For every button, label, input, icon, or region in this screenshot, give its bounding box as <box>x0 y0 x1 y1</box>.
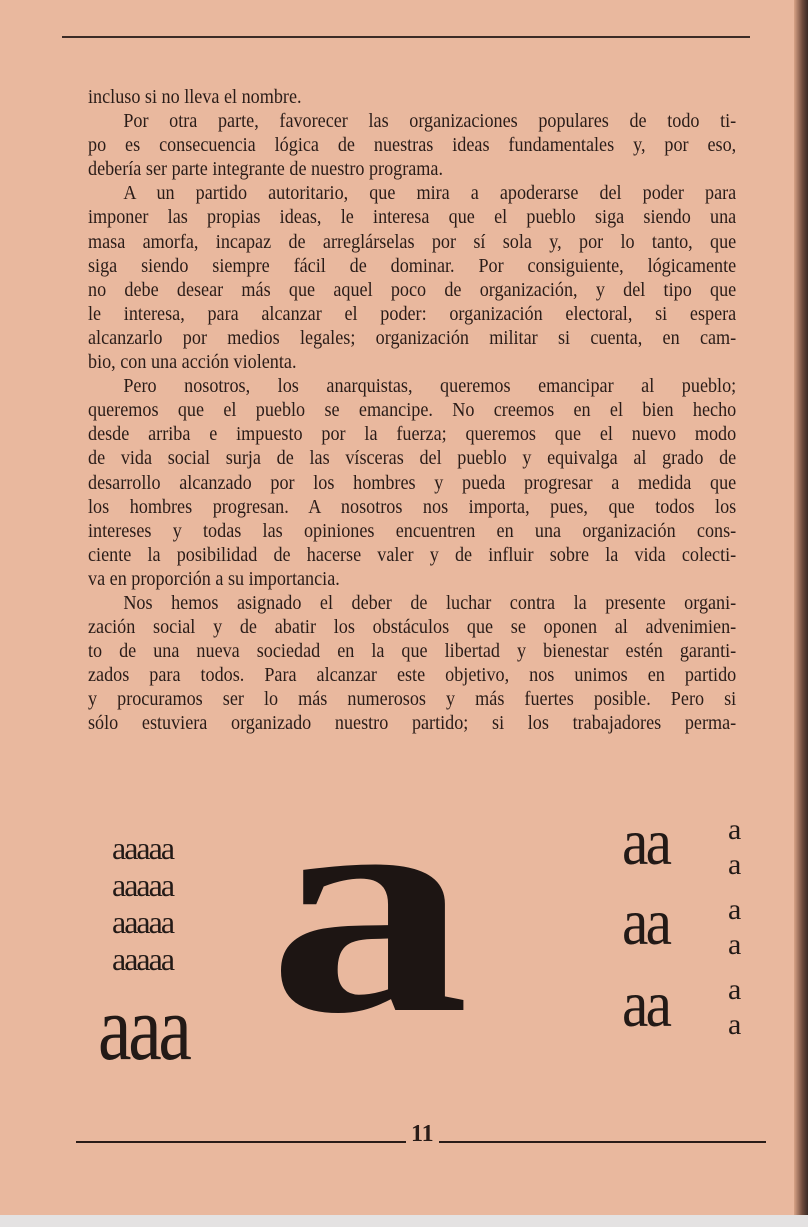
page-footer <box>76 1121 766 1149</box>
small-letter: a <box>728 928 742 961</box>
text-line: Nos hemos asignado el deber de luchar contra la presente organi- <box>123 592 737 614</box>
letter-row: aaaaa <box>112 830 174 866</box>
small-letter: a <box>728 1008 742 1041</box>
small-letter: a <box>728 893 742 926</box>
text-line: po es consecuencia lógica de nuestras ideas fundamentales y, por eso, <box>88 135 737 157</box>
small-letter: a <box>728 973 742 1006</box>
body-text <box>88 86 736 737</box>
text-line: va en proporción a su importancia. <box>88 568 340 590</box>
text-line: y procuramos ser lo más numerosos y más fuertes posible. Pero si <box>88 689 737 711</box>
text-line: zación social y de abatir los obstáculos que se oponen al advenimien- <box>88 617 737 639</box>
text-line: queremos que el pueblo se emancipe. No creemos en el bien hecho <box>88 400 737 422</box>
right-letter-group: aa <box>622 806 670 879</box>
text-line: de vida social surja de las vísceras del pueblo y equivalga al grado de <box>88 448 737 470</box>
scan-margin <box>0 1215 808 1227</box>
text-line: debería ser parte integrante de nuestro programa. <box>88 159 443 181</box>
text-line: siga siendo siempre fácil de dominar. Por consiguiente, lógicamente <box>88 255 737 277</box>
text-line: incluso si no lleva el nombre. <box>88 87 302 108</box>
text-line: Por otra parte, favorecer las organizaciones populares de todo ti- <box>123 111 737 133</box>
footer-rule-left <box>76 1141 406 1143</box>
text-line: desarrollo alcanzado por los hombres y pueda progresar a medida que <box>88 472 737 494</box>
text-line: le interesa, para alcanzar el poder: organización electoral, si espera <box>88 303 737 325</box>
small-letters <box>728 812 741 882</box>
letter-row-large: aaa <box>98 977 189 1079</box>
text-line: zados para todos. Para alcanzar este objetivo, nos unimos en partido <box>88 665 737 687</box>
text-line: to de una nueva sociedad en la que libertad y bienestar estén garanti- <box>88 641 737 663</box>
header-rule <box>62 36 750 38</box>
text-line: sólo estuviera organizado nuestro partido; si los trabajadores perma- <box>88 713 737 735</box>
footer-rule-right <box>439 1141 766 1143</box>
page-number: 11 <box>411 1121 434 1147</box>
text-line: ciente la posibilidad de hacerse valer y de influir sobre la vida colecti- <box>88 544 737 566</box>
typographic-illustration <box>0 735 808 1115</box>
text-line: A un partido autoritario, que mira a apoderarse del poder para <box>123 183 737 205</box>
text-line: bio, con una acción violenta. <box>88 352 297 374</box>
text-line: alcanzarlo por medios legales; organización militar si cuenta, en cam- <box>88 327 737 349</box>
letter-row: aaaaa <box>112 941 174 977</box>
text-line: los hombres progresan. A nosotros nos importa, pues, que todos los <box>88 496 737 518</box>
right-letter-group: aa <box>622 968 670 1041</box>
text-line: imponer las propias ideas, le interesa que el pueblo siga siendo una <box>88 207 737 229</box>
text-line: Pero nosotros, los anarquistas, queremos emancipar al pueblo; <box>123 376 737 398</box>
large-letter-a: a <box>268 735 470 1078</box>
text-line: desde arriba e impuesto por la fuerza; queremos que el nuevo modo <box>88 424 737 446</box>
small-letters <box>728 972 741 1042</box>
small-letter: a <box>728 848 742 881</box>
text-line: intereses y todas las opiniones encuentren en una organización cons- <box>88 520 737 542</box>
letter-row: aaaaa <box>112 904 174 940</box>
small-letter: a <box>728 813 742 846</box>
letter-row: aaaaa <box>112 867 174 903</box>
right-letter-group: aa <box>622 886 670 959</box>
text-line: no debe desear más que aquel poco de organización, y del tipo que <box>88 279 737 301</box>
small-letters <box>728 892 741 962</box>
text-line: masa amorfa, incapaz de arreglárselas por sí sola y, por lo tanto, que <box>88 231 737 253</box>
